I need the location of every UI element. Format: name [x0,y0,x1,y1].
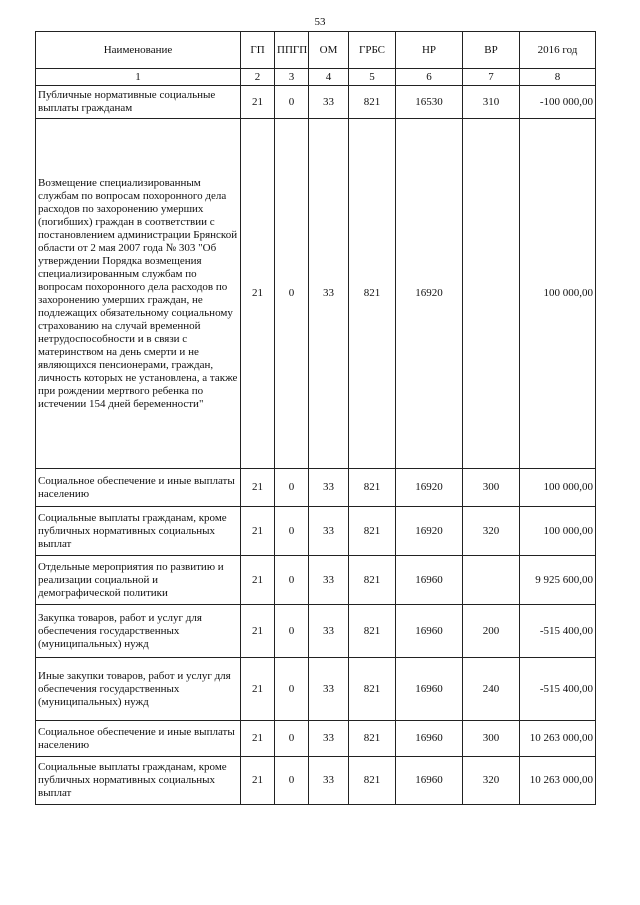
row-gp: 21 [241,507,275,556]
column-number-row [36,69,596,86]
column-header: Наименование [36,32,241,69]
column-number: 3 [275,69,309,86]
row-nr: 16920 [396,507,463,556]
row-om: 33 [309,757,349,805]
table-row [36,721,596,757]
row-name: Социальное обеспечение и иные выплаты населению [36,469,241,507]
row-amount: -515 400,00 [520,605,596,658]
row-amount: 10 263 000,00 [520,721,596,757]
table-row [36,605,596,658]
row-name: Публичные нормативные социальные выплаты гражданам [36,86,241,119]
row-amount: -100 000,00 [520,86,596,119]
column-number: 2 [241,69,275,86]
row-grbs: 821 [349,658,396,721]
row-om: 33 [309,86,349,119]
row-om: 33 [309,469,349,507]
table-row [36,507,596,556]
row-om: 33 [309,721,349,757]
row-grbs: 821 [349,119,396,469]
row-grbs: 821 [349,605,396,658]
row-vr: 320 [463,507,520,556]
row-om: 33 [309,119,349,469]
column-header: 2016 год [520,32,596,69]
column-number: 1 [36,69,241,86]
row-ppgp: 0 [275,86,309,119]
row-name: Социальные выплаты гражданам, кроме публичных нормативных социальных выплат [36,507,241,556]
table-row [36,658,596,721]
table-row [36,469,596,507]
row-ppgp: 0 [275,507,309,556]
column-header: ППГП [275,32,309,69]
row-gp: 21 [241,721,275,757]
row-name: Иные закупки товаров, работ и услуг для обеспечения государственных (муниципальных) нужд [36,658,241,721]
column-header: ГП [241,32,275,69]
row-gp: 21 [241,605,275,658]
row-nr: 16960 [396,721,463,757]
column-header: ГРБС [349,32,396,69]
column-header: ОМ [309,32,349,69]
row-nr: 16920 [396,469,463,507]
row-name: Социальное обеспечение и иные выплаты населению [36,721,241,757]
row-nr: 16530 [396,86,463,119]
row-vr [463,119,520,469]
row-name: Возмещение специализированным службам по вопросам похоронного дела расходов по захоронению умерших (погибших) граждан в соответствии с постановлением администрации Брянской области от 2 мая 2007 года № 303 "Об утверждении Порядка возмещения специализированным службам по вопросам похоронного дела расходов по захоронению умерших граждан, не подлежащих обязательному социальному страхованию на случай временной нетрудоспособности и в связи с материнством на день смерти и не являющихся пенсионерами, граждан, личность которых не установлена, а также при рождении мертвого ребенка по истечении 154 дней беременности" [36,119,241,469]
row-nr: 16960 [396,605,463,658]
row-vr: 310 [463,86,520,119]
table-row [36,119,596,469]
row-ppgp: 0 [275,721,309,757]
row-grbs: 821 [349,721,396,757]
row-vr: 320 [463,757,520,805]
row-ppgp: 0 [275,119,309,469]
row-om: 33 [309,658,349,721]
column-number: 6 [396,69,463,86]
row-grbs: 821 [349,86,396,119]
row-amount: 100 000,00 [520,469,596,507]
column-number: 8 [520,69,596,86]
row-ppgp: 0 [275,658,309,721]
row-om: 33 [309,605,349,658]
row-vr: 200 [463,605,520,658]
row-gp: 21 [241,757,275,805]
row-grbs: 821 [349,757,396,805]
row-grbs: 821 [349,469,396,507]
column-number: 4 [309,69,349,86]
row-name: Социальные выплаты гражданам, кроме публичных нормативных социальных выплат [36,757,241,805]
column-header: ВР [463,32,520,69]
row-amount: 10 263 000,00 [520,757,596,805]
table-row [36,86,596,119]
row-ppgp: 0 [275,757,309,805]
column-number: 7 [463,69,520,86]
budget-table [35,31,596,805]
row-ppgp: 0 [275,605,309,658]
row-name: Отдельные мероприятия по развитию и реализации социальной и демографической политики [36,556,241,605]
table-row [36,757,596,805]
row-nr: 16960 [396,757,463,805]
row-grbs: 821 [349,556,396,605]
row-amount: 100 000,00 [520,507,596,556]
row-ppgp: 0 [275,469,309,507]
row-grbs: 821 [349,507,396,556]
row-om: 33 [309,507,349,556]
row-name: Закупка товаров, работ и услуг для обеспечения государственных (муниципальных) нужд [36,605,241,658]
page-number: 53 [314,16,326,28]
row-gp: 21 [241,658,275,721]
table-row [36,556,596,605]
row-vr: 240 [463,658,520,721]
row-nr: 16960 [396,658,463,721]
row-amount: -515 400,00 [520,658,596,721]
row-ppgp: 0 [275,556,309,605]
header-row [36,32,596,69]
row-vr: 300 [463,721,520,757]
row-gp: 21 [241,119,275,469]
column-header: НР [396,32,463,69]
row-gp: 21 [241,86,275,119]
column-number: 5 [349,69,396,86]
row-gp: 21 [241,556,275,605]
row-amount: 9 925 600,00 [520,556,596,605]
row-gp: 21 [241,469,275,507]
row-om: 33 [309,556,349,605]
row-nr: 16920 [396,119,463,469]
row-vr [463,556,520,605]
row-amount: 100 000,00 [520,119,596,469]
row-nr: 16960 [396,556,463,605]
row-vr: 300 [463,469,520,507]
